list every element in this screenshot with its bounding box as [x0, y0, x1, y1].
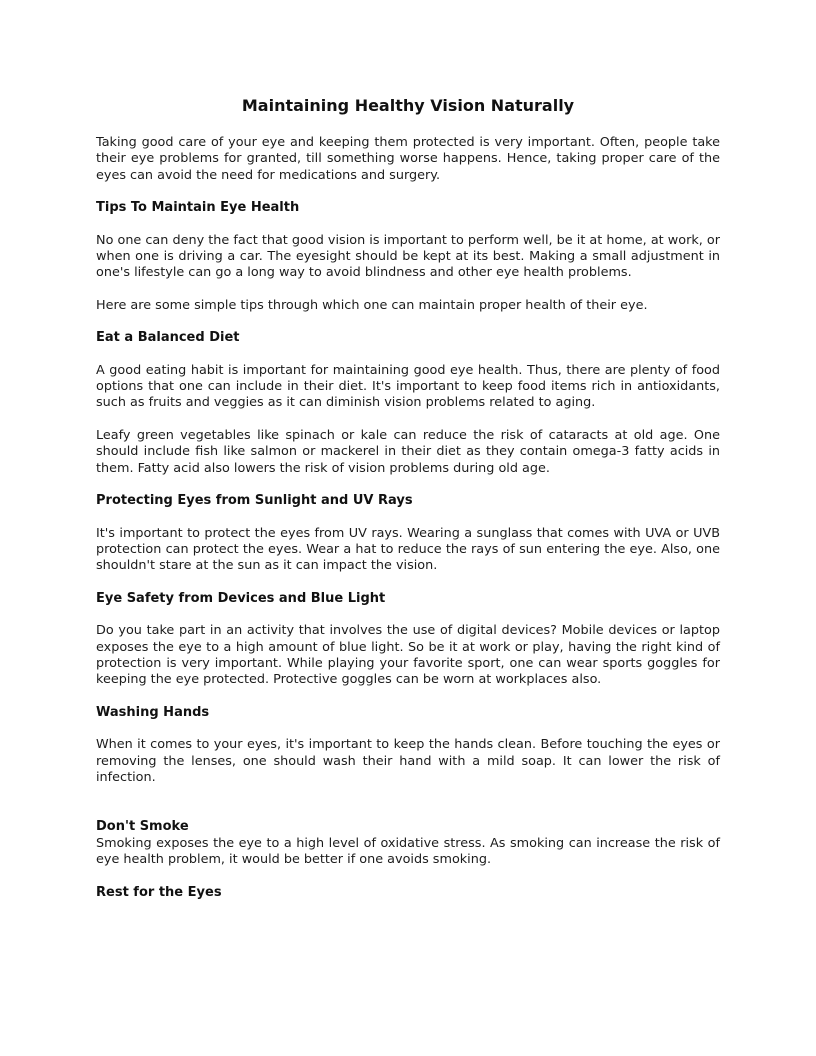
paragraph: Do you take part in an activity that involves the use of digital devices? Mobile devices or laptop exposes the eye to a high amount of blue light. So be it at work or play, having the right kind of protection is very important. While playing your favorite sport, one can wear sports goggles for keeping the eye protected. Protective goggles can be worn at workplaces also.: [96, 623, 720, 688]
section-heading-rest-for-the-eyes: Rest for the Eyes: [96, 884, 222, 900]
paragraph: It's important to protect the eyes from UV rays. Wearing a sunglass that comes with UVA or UVB protection can protect the eyes. Wear a hat to reduce the rays of sun entering the eye. Also, one shouldn't stare at the sun as it can impact the vision.: [96, 525, 720, 574]
paragraph: Here are some simple tips through which one can maintain proper health of their eye.: [96, 297, 648, 313]
paragraph: Smoking exposes the eye to a high level of oxidative stress. As smoking can increase the risk of eye health problem, it would be better if one avoids smoking.: [96, 835, 720, 868]
paragraph: When it comes to your eyes, it's important to keep the hands clean. Before touching the eyes or removing the lenses, one should wash their hand with a mild soap. It can lower the risk of infection.: [96, 737, 720, 785]
section-heading-eat-a-balanced-diet: Eat a Balanced Diet: [96, 330, 240, 346]
section-heading-washing-hands: Washing Hands: [96, 704, 210, 720]
section-heading-protecting-eyes-from-sunlight-and-uv-rays: Protecting Eyes from Sunlight and UV Rays: [96, 493, 413, 509]
paragraph: Leafy green vegetables like spinach or kale can reduce the risk of cataracts at old age. One should include fish like salmon or mackerel in their diet as they contain omega-3 fatty acids in them. Fatty acid also lowers the risk of vision problems during old age.: [96, 427, 720, 476]
paragraph-intro: Taking good care of your eye and keeping them protected is very important. Often, people take their eye problems for granted, till something worse happens. Hence, taking proper care of the eyes can avoid the need for medications and surgery.: [96, 135, 720, 183]
paragraph: No one can deny the fact that good vision is important to perform well, be it at home, at work, or when one is driving a car. The eyesight should be kept at its best. Making a small adjustment in one's lifestyle can go a long way to avoid blindness and other eye health problems.: [96, 232, 720, 281]
document-title: Maintaining Healthy Vision Naturally: [241, 96, 575, 115]
paragraph: A good eating habit is important for maintaining good eye health. Thus, there are plenty of food options that one can include in their diet. It's important to keep food items rich in antioxidants, such as fruits and veggies as it can diminish vision problems related to aging.: [96, 362, 720, 411]
section-heading-eye-safety-from-devices-and-blue-light: Eye Safety from Devices and Blue Light: [96, 590, 386, 606]
section-heading-dont-smoke: Don't Smoke: [96, 819, 189, 835]
section-heading-tips-to-maintain-eye-health: Tips To Maintain Eye Health: [96, 200, 300, 216]
